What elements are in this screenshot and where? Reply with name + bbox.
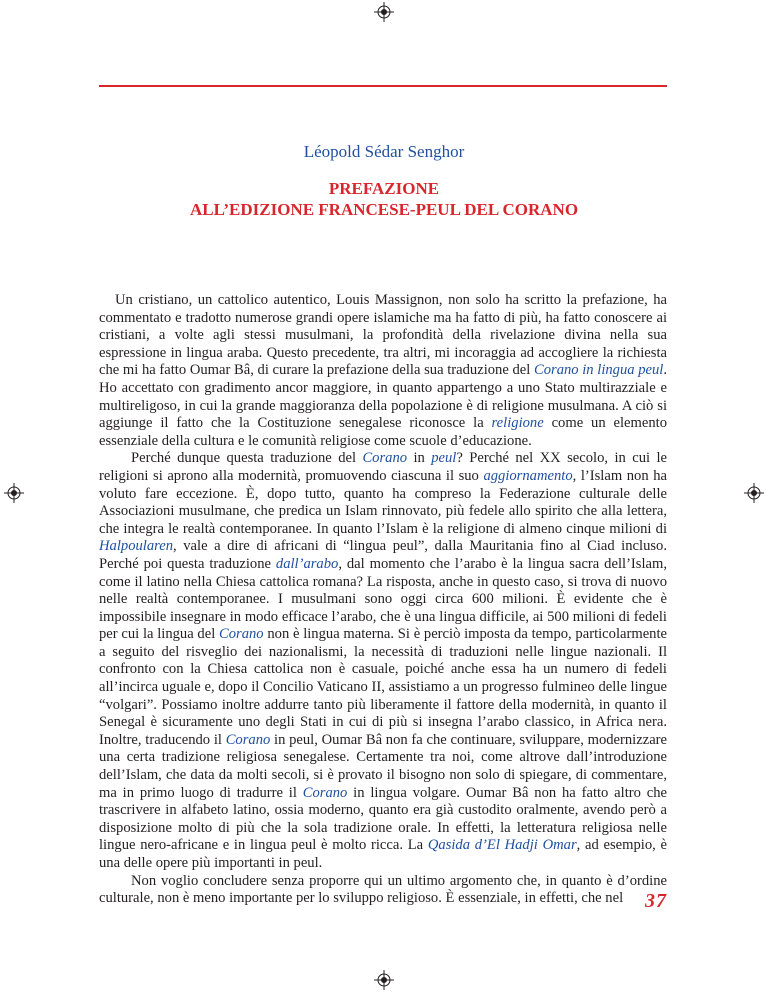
italic-term: Halpoularen <box>99 538 174 555</box>
italic-term: Qasida d’El Hadji Omar <box>427 837 577 854</box>
italic-term: peul <box>431 450 457 467</box>
registration-mark-icon <box>374 970 394 990</box>
paragraph: Perché dunque questa traduzione del Corano in peul? Perché nel XX secolo, in cui le religioni si aprono alla modernità, promuovendo ciascuna il suo aggiornamento, l’Islam non ha voluto fare eccezione. È, dopo tutto, quanto ha compreso la Federazione culturale delle Associazioni musulmane, che predica un Islam rinnovato, più fedele allo spirito che alla lettera, che integra le realtà contemporanee. In quanto l’Islam è la religione di almeno cinque milioni di Halpoularen, vale a dire di africani di “lingua peul”, dalla Mauritania fino al Ciad incluso. Perché poi questa traduzione dall’arabo, dal momento che l’arabo è la lingua sacra dell’Islam, come il latino nella Chiesa cattolica romana? La risposta, anche in questo caso, si trova di nuovo nelle realtà contemporanee. I musulmani sono oggi circa 600 milioni. È evidente che è impossibile insegnare in modo efficace l’arabo, che è una lingua difficile, ai 500 milioni di fedeli per cui la lingua del Corano non è lingua materna. Si è perciò imposta da tempo, particolarmente a seguito del risveglio dei nazionalismi, la necessità di traduzioni nelle lingue nazionali. Il confronto con la Chiesa cattolica non è casuale, poiché anche essa ha un numero di fedeli all’incirca uguale e, dopo il Concilio Vaticano II, assistiamo a un progresso fulmineo delle lingue “volgari”. Possiamo inoltre addurre tanto più liberamente il fattore della modernità, in quanto il Senegal è sicuramente uno degli Stati in cui di più si insegna l’arabo classico, in Africa nera. Inoltre, traducendo il Corano in peul, Oumar Bâ non fa che continuare, sviluppare, modernizzare una certa tradizione religiosa senegalese. Certamente tra noi, come altrove dall’introduzione dell’Islam, che data da molti secoli, si è provato il bisogno non solo di spiegare, di commentare, ma in primo luogo di tradurre il Corano in lingua volgare. Oumar Bâ non ha fatto altro che trascrivere in alfabeto latino, ossia moderno, quanto era già custodito oralmente, avendo però a disposizione molto di più che la sola tradizione orale. In effetti, la letteratura religiosa nelle lingue nero-africane e in lingua peul è molto ricca. La Qasida d’El Hadji Omar, ad esempio, è una delle opere più importanti in peul. <box>99 450 668 871</box>
paragraph: Un cristiano, un cattolico autentico, Louis Massignon, non solo ha scritto la prefazione, ha commentato e tradotto numerose grandi opere islamiche ma ha fatto di più, ha fatto conoscere ai cristiani, a volte agli stessi musulmani, la profondità della rivelazione divina nella sua espressione in lingua araba. Questo precedente, tra altri, mi incoraggia ad accogliere la richiesta che mi ha fatto Oumar Bâ, di curare la prefazione della sua traduzione del Corano in lingua peul. Ho accettato con gradimento ancor maggiore, in quanto appartengo a uno Stato multirazziale e multireligoso, in cui la grande maggioranza della popolazione è di religione musulmana. A ciò si aggiunge il fatto che la Costituzione senegalese riconosce la religione come un elemento essenziale della cultura e le comunità religiose come scuole d’educazione. <box>99 292 668 449</box>
registration-mark-icon <box>744 483 764 503</box>
paragraph: Non voglio concludere senza proporre qui un ultimo argomento che, in quanto è d’ordine culturale, non è meno importante per lo sviluppo religioso. È essenziale, in effetti, che nel <box>99 872 667 907</box>
italic-term: Corano <box>302 784 348 801</box>
italic-term: dall’arabo <box>275 555 339 572</box>
header-rule <box>99 85 667 87</box>
registration-mark-icon <box>374 2 394 22</box>
italic-term: Corano <box>225 731 271 748</box>
italic-term: Corano in lingua peul <box>533 362 664 379</box>
author-name: Léopold Sédar Senghor <box>303 142 465 161</box>
registration-mark-icon <box>4 483 24 503</box>
chapter-title-line-1: PREFAZIONE <box>328 179 440 198</box>
chapter-title <box>0 178 768 220</box>
italic-term: Corano <box>219 626 264 643</box>
italic-term: aggiornamento <box>483 467 573 484</box>
body-text <box>99 292 667 908</box>
italic-term: Corano <box>362 450 408 467</box>
chapter-title-line-2: ALL’EDIZIONE FRANCESE-PEUL DEL CORANO <box>189 200 579 219</box>
italic-term: religione <box>491 415 544 432</box>
page-number: 37 <box>645 890 667 912</box>
